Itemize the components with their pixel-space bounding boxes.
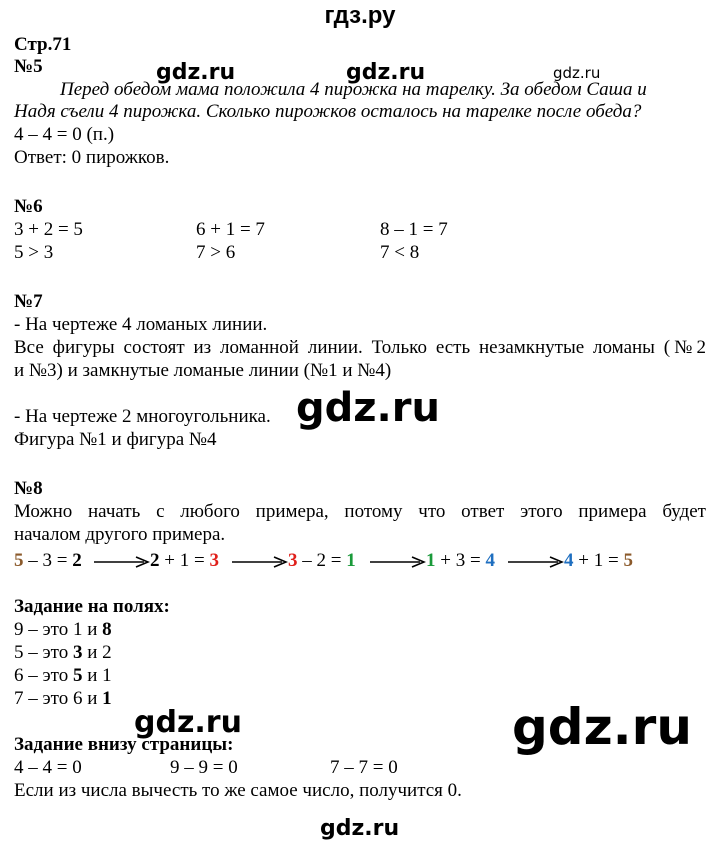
chain-eq-5 [564, 550, 633, 572]
watermark: gdz.ru [156, 60, 236, 85]
site-title: гдз.ру [324, 2, 396, 29]
chain-eq-1-start: 5 [14, 550, 24, 571]
margin-row-2-bold: 3 [72, 642, 83, 663]
task6-eq-2-2: 7 > 6 [196, 242, 236, 263]
chain-eq-1-op: – 3 = [23, 550, 73, 571]
margin-row-2 [14, 642, 112, 664]
task6-eq-1-2: 6 + 1 = 7 [196, 219, 265, 240]
task5-answer: Ответ: 0 пирожков. [14, 147, 170, 168]
chain-eq-1-result: 2 [72, 550, 82, 571]
task5-problem-line2: Надя съели 4 пирожка. Сколько пирожков осталось на тарелке после обеда? [14, 101, 642, 122]
chain-eq-3-result: 1 [346, 550, 356, 571]
task7-line1: - На чертеже 4 ломаных линии. [14, 314, 268, 335]
watermark: gdz.ru [512, 698, 692, 756]
task8-line2: началом другого примера. [14, 524, 226, 545]
task8-chain [14, 550, 714, 574]
chain-eq-1 [14, 550, 82, 572]
task5-problem-line1: Перед обедом мама положила 4 пирожка на тарелку. За обедом Саша и [60, 79, 647, 100]
task7-line2: Все фигуры состоят из ломанной линии. Только есть незамкнутые ломаны (№2 [14, 337, 706, 358]
task6-number: №6 [14, 196, 43, 217]
chain-eq-4-result: 4 [485, 550, 495, 571]
bottom-eq-2: 9 – 9 = 0 [170, 757, 238, 778]
margin-row-1-bold: 8 [102, 619, 112, 640]
task6-eq-1-3: 8 – 1 = 7 [380, 219, 448, 240]
task7-line5: Фигура №1 и фигура №4 [14, 429, 217, 450]
bottom-task-title: Задание внизу страницы: [14, 734, 234, 755]
chain-eq-4-op: + 3 = [435, 550, 486, 571]
task7-line3: и №3) и замкнутые ломаные линии (№1 и №4) [14, 360, 392, 381]
chain-eq-3-op: – 2 = [297, 550, 347, 571]
chain-eq-2-start: 2 [150, 550, 160, 571]
watermark: gdz.ru [320, 816, 400, 841]
chain-eq-5-start: 4 [564, 550, 574, 571]
bottom-eq-1: 4 – 4 = 0 [14, 757, 82, 778]
margin-row-2-post: и 2 [82, 642, 112, 663]
arrow-icon [368, 550, 426, 572]
task5-solution: 4 – 4 = 0 (п.) [14, 124, 115, 145]
chain-eq-4-start: 1 [426, 550, 436, 571]
margin-row-4 [14, 688, 112, 710]
arrow-icon [230, 550, 288, 572]
chain-eq-4 [426, 550, 495, 572]
arrow-icon [506, 550, 564, 572]
chain-eq-5-result: 5 [623, 550, 633, 571]
watermark: gdz.ru [296, 385, 440, 431]
task7-number: №7 [14, 291, 43, 312]
bottom-eq-3: 7 – 7 = 0 [330, 757, 398, 778]
watermark: gdz.ru [346, 60, 426, 85]
chain-eq-2-result: 3 [209, 550, 219, 571]
margin-row-3-post: и 1 [82, 665, 112, 686]
task8-line1: Можно начать с любого примера, потому что ответ этого примера будет [14, 501, 706, 522]
task7-line4: - На чертеже 2 многоугольника. [14, 406, 271, 427]
margin-task-title: Задание на полях: [14, 596, 170, 617]
chain-eq-5-op: + 1 = [573, 550, 624, 571]
task5-number: №5 [14, 56, 43, 77]
margin-row-4-bold: 1 [102, 688, 112, 709]
task8-number: №8 [14, 478, 43, 499]
chain-eq-2-op: + 1 = [159, 550, 210, 571]
margin-row-3 [14, 665, 112, 687]
chain-eq-3-start: 3 [288, 550, 298, 571]
page-ref: Стр.71 [14, 34, 72, 55]
arrow-icon [92, 550, 150, 572]
chain-eq-3 [288, 550, 356, 572]
margin-row-1 [14, 619, 112, 641]
margin-row-3-pre: 6 – это [14, 665, 73, 686]
margin-row-2-pre: 5 – это [14, 642, 73, 663]
margin-row-4-pre: 7 – это 6 и [14, 688, 103, 709]
watermark: gdz.ru [134, 705, 242, 740]
task6-eq-2-1: 5 > 3 [14, 242, 54, 263]
watermark: gdz.ru [553, 64, 601, 82]
task6-eq-1-1: 3 + 2 = 5 [14, 219, 83, 240]
task6-eq-2-3: 7 < 8 [380, 242, 420, 263]
chain-eq-2 [150, 550, 219, 572]
bottom-conclusion: Если из числа вычесть то же самое число, получится 0. [14, 780, 462, 801]
margin-row-3-bold: 5 [72, 665, 83, 686]
margin-row-1-pre: 9 – это 1 и [14, 619, 103, 640]
